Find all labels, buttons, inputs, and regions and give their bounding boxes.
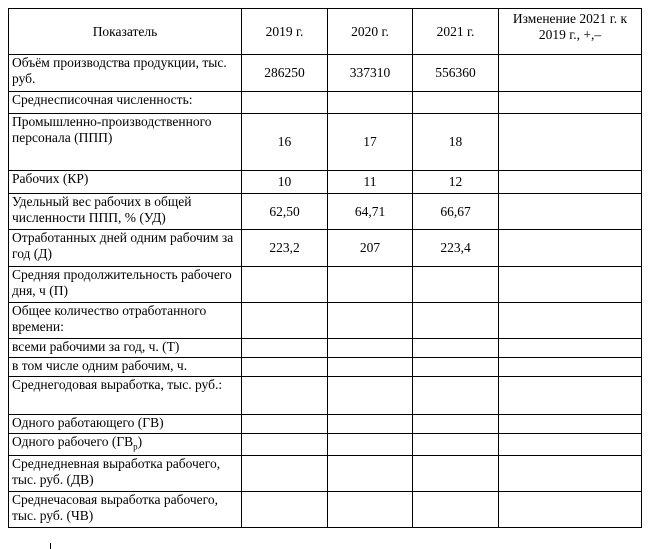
table-row [9,415,642,434]
cell-2021: 556360 [413,55,499,92]
row-label: Среднедневная выработка рабочего, тыс. руб. (ДВ) [9,456,242,492]
cell-change [499,92,642,114]
cell-2021: 66,67 [413,194,499,230]
cell-2020 [328,339,413,358]
table-row [9,171,642,194]
page-edge-mark [50,543,51,549]
table-row [9,492,642,528]
table-row [9,434,642,456]
cell-change [499,415,642,434]
table-row [9,339,642,358]
row-label-text: Одного рабочего (ГВ [12,434,134,449]
table-row [9,267,642,303]
cell-change [499,456,642,492]
cell-change [499,358,642,377]
cell-2019 [242,377,328,415]
table-row [9,92,642,114]
cell-2020 [328,92,413,114]
cell-2020: 11 [328,171,413,194]
cell-2021 [413,377,499,415]
cell-2019 [242,456,328,492]
cell-2021 [413,434,499,456]
table-row [9,456,642,492]
cell-change [499,377,642,415]
cell-2020 [328,415,413,434]
cell-2019 [242,303,328,339]
cell-2020: 17 [328,114,413,171]
row-label: Средняя продолжительность рабочего дня, ч (П) [9,267,242,303]
row-label-subscript: р [133,441,138,452]
cell-2019 [242,92,328,114]
cell-change [499,114,642,171]
cell-change [499,267,642,303]
cell-2021 [413,339,499,358]
row-label: Рабочих (КР) [9,171,242,194]
row-label: всеми рабочими за год, ч. (Т) [9,339,242,358]
cell-2019 [242,415,328,434]
cell-2019: 286250 [242,55,328,92]
row-label: Одного работающего (ГВ) [9,415,242,434]
header-2019: 2019 г. [242,9,328,55]
row-label: Объём производства продукции, тыс. руб. [9,55,242,92]
cell-2021: 223,4 [413,230,499,267]
indicators-table [8,8,642,528]
cell-2020: 207 [328,230,413,267]
cell-2020 [328,492,413,528]
cell-change [499,339,642,358]
cell-change [499,434,642,456]
cell-2019: 223,2 [242,230,328,267]
cell-2021 [413,456,499,492]
cell-2021 [413,492,499,528]
cell-change [499,230,642,267]
header-2021: 2021 г. [413,9,499,55]
cell-2021 [413,267,499,303]
row-label: Отработанных дней одним рабочим за год (Д) [9,230,242,267]
cell-2019 [242,434,328,456]
cell-2019 [242,492,328,528]
cell-change [499,194,642,230]
cell-2021 [413,415,499,434]
header-indicator: Показатель [9,9,242,55]
table-row [9,194,642,230]
row-label: Среднечасовая выработка рабочего, тыс. руб. (ЧВ) [9,492,242,528]
cell-2019 [242,339,328,358]
cell-2020 [328,377,413,415]
table-row [9,358,642,377]
cell-2020: 337310 [328,55,413,92]
table-row [9,55,642,92]
row-label: Общее количество отработанного времени: [9,303,242,339]
cell-2021 [413,303,499,339]
cell-2020 [328,267,413,303]
row-label: Удельный вес рабочих в общей численности ППП, % (УД) [9,194,242,230]
cell-2020 [328,303,413,339]
cell-2021 [413,358,499,377]
cell-2021 [413,92,499,114]
row-label [9,434,242,456]
header-2020: 2020 г. [328,9,413,55]
cell-change [499,171,642,194]
cell-2020 [328,434,413,456]
table-row [9,377,642,415]
cell-2019: 62,50 [242,194,328,230]
cell-2021: 12 [413,171,499,194]
cell-2020 [328,456,413,492]
header-change: Изменение 2021 г. к 2019 г., +,– [499,9,642,55]
row-label: в том числе одним рабочим, ч. [9,358,242,377]
cell-2019 [242,267,328,303]
table-row [9,303,642,339]
table-row [9,114,642,171]
cell-change [499,303,642,339]
header-row [9,9,642,55]
cell-2020: 64,71 [328,194,413,230]
row-label-end: ) [137,434,143,449]
table-row [9,230,642,267]
cell-2019: 10 [242,171,328,194]
cell-2019: 16 [242,114,328,171]
cell-2019 [242,358,328,377]
cell-change [499,492,642,528]
cell-2021: 18 [413,114,499,171]
cell-change [499,55,642,92]
row-label: Среднегодовая выработка, тыс. руб.: [9,377,242,415]
row-label: Промышленно-производственного персонала (ППП) [9,114,242,171]
row-label: Среднесписочная численность: [9,92,242,114]
cell-2020 [328,358,413,377]
